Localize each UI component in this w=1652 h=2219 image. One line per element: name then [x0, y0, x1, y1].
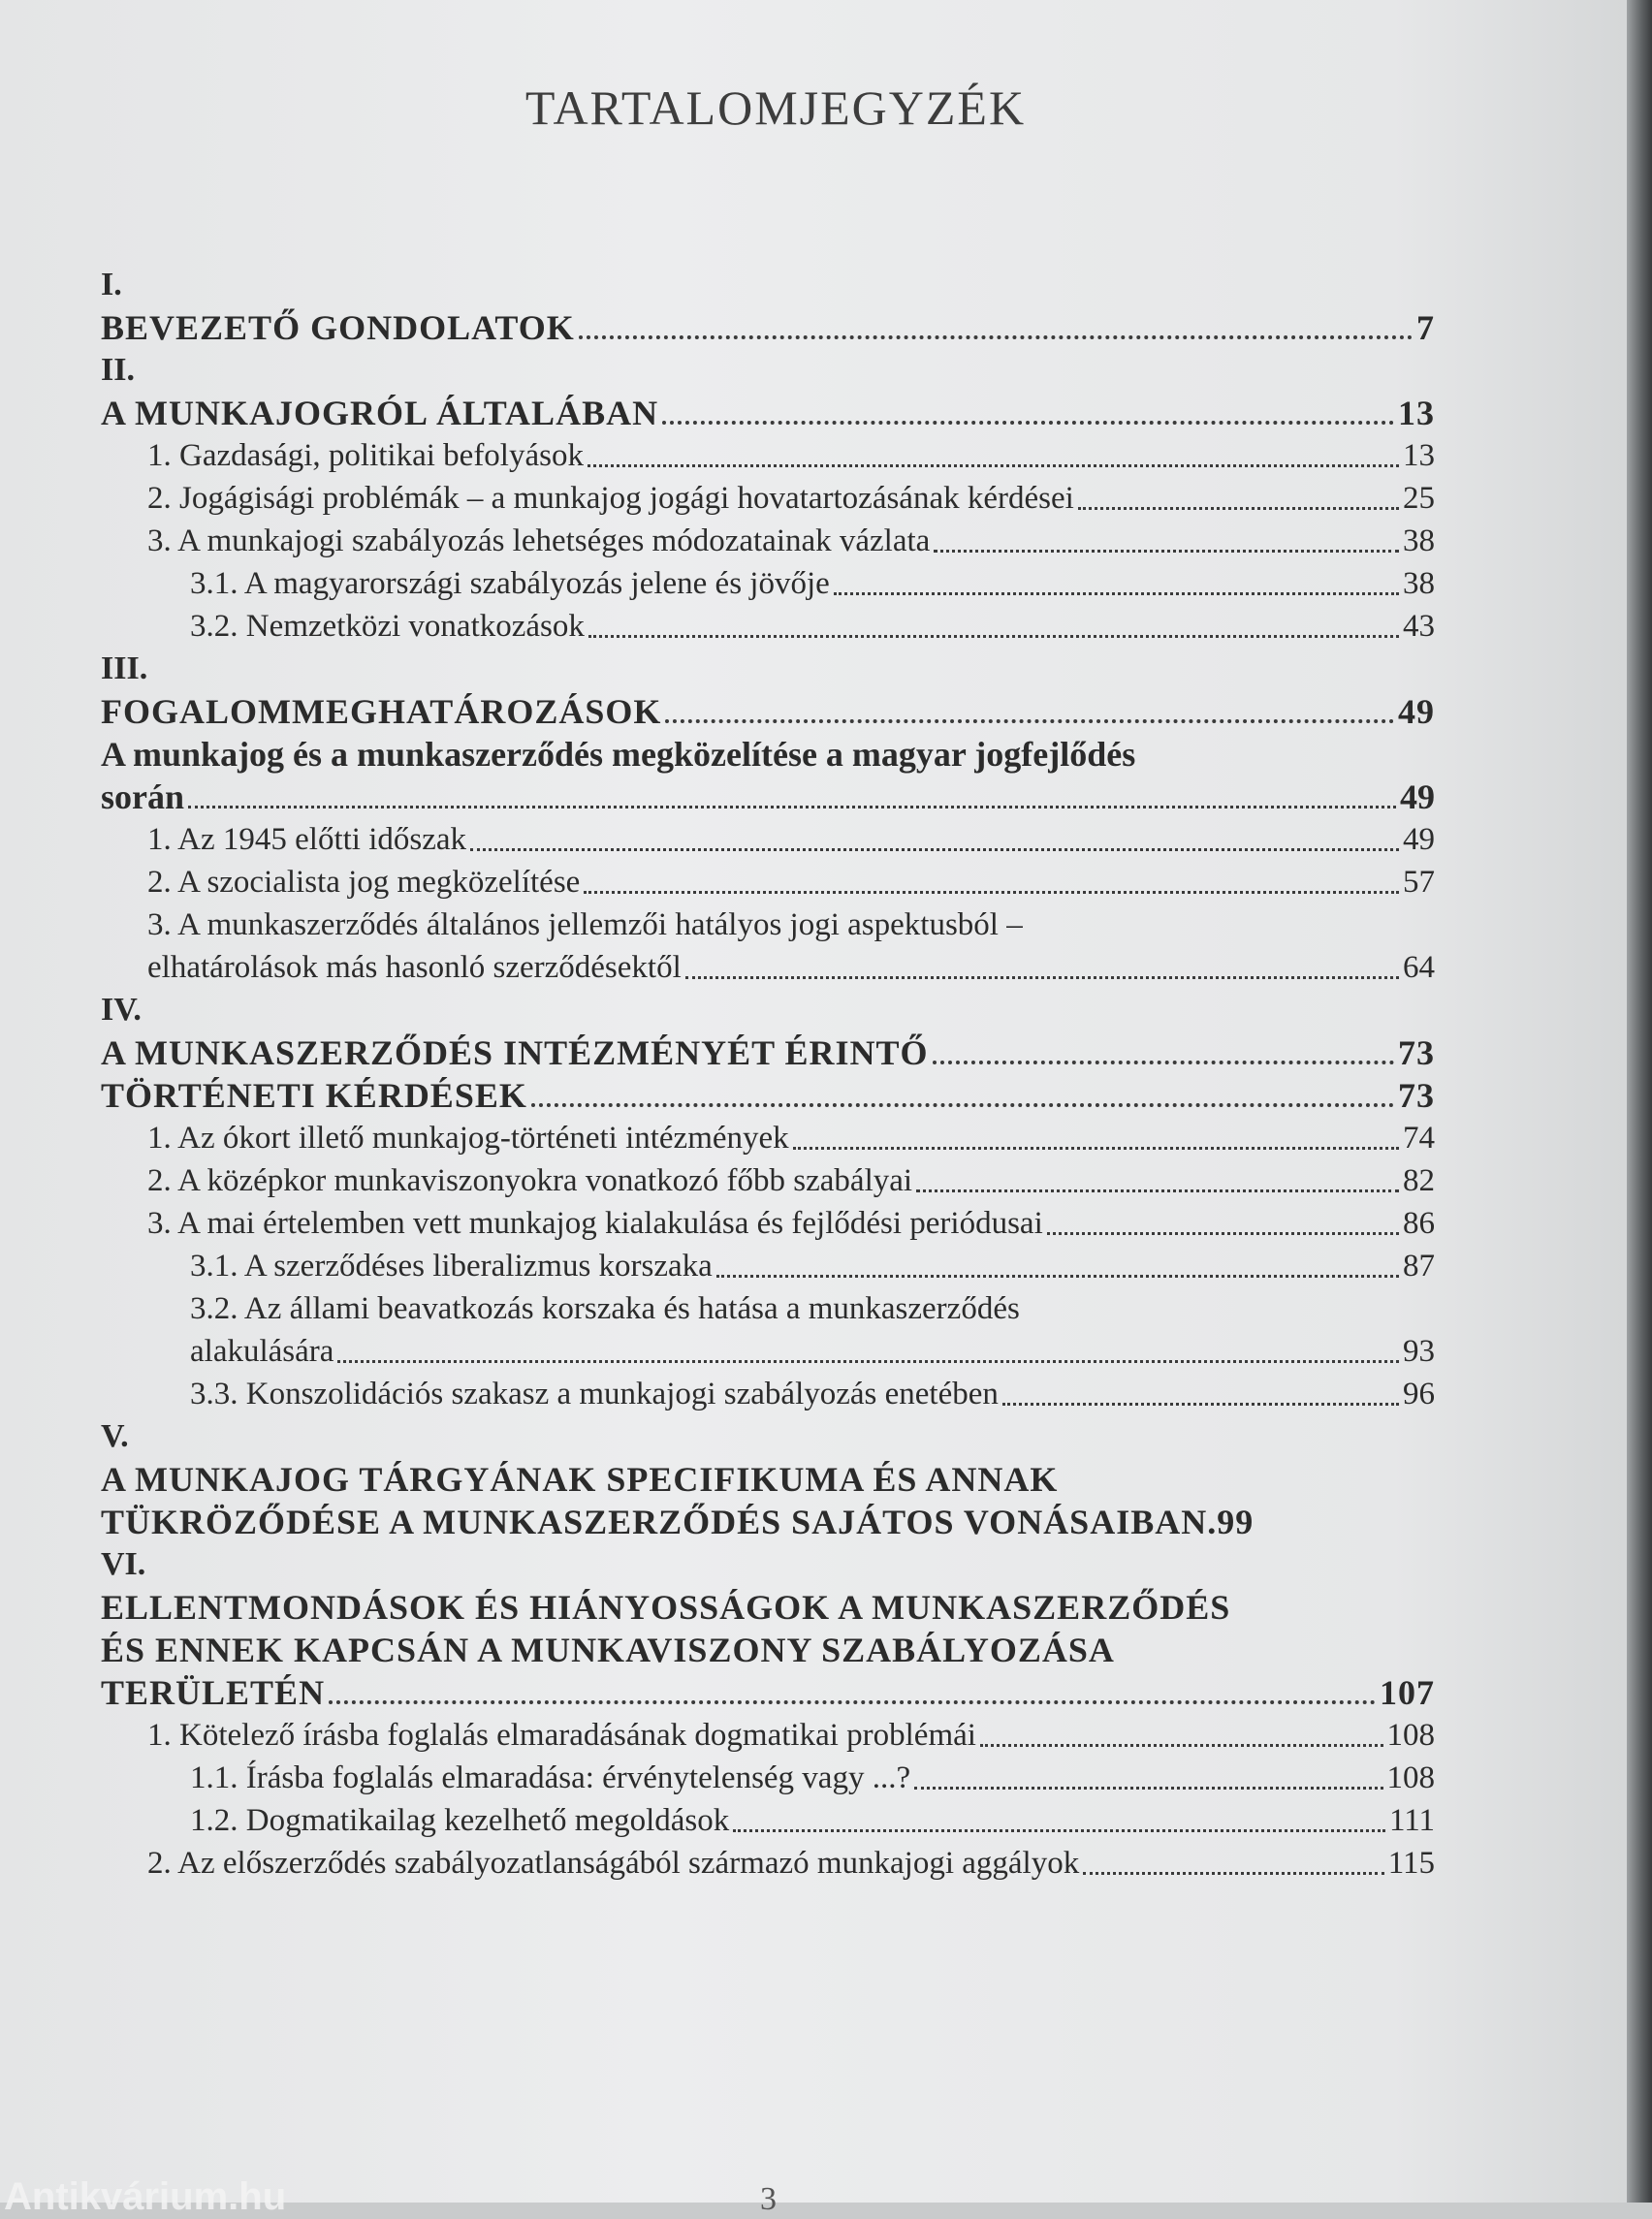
dot-leader [188, 806, 1396, 808]
dot-leader [337, 1360, 1399, 1363]
dot-leader [1047, 1232, 1399, 1235]
dot-leader [531, 1103, 1394, 1107]
toc-entry-line: TÜKRÖZŐDÉSE A MUNKASZERZŐDÉS SAJÁTOS VONÁSAIBAN.99 [101, 1503, 1255, 1541]
toc-page-number: 73 [1398, 1033, 1435, 1072]
dot-leader [685, 976, 1399, 979]
toc-entry [101, 392, 1435, 434]
chapter-number: I. [101, 267, 122, 302]
toc-page-number: 73 [1398, 1076, 1435, 1115]
toc-entry-line: ÉS ENNEK KAPCSÁN A MUNKAVISZONY SZABÁLYOZÁSA [101, 1631, 1115, 1669]
toc-entry [101, 306, 1435, 349]
toc-entry [101, 861, 1435, 903]
toc-entry-title: 2. A középkor munkaviszonyokra vonatkozó főbb szabályai [147, 1163, 913, 1198]
toc-entry [101, 776, 1435, 818]
toc-page-number: 13 [1398, 394, 1435, 432]
page-number: 3 [760, 2181, 777, 2217]
toc-entry [101, 1714, 1435, 1757]
toc-page-number: 49 [1400, 777, 1435, 816]
toc-entry [101, 605, 1435, 648]
dot-leader [662, 421, 1394, 425]
toc-entry [101, 818, 1435, 861]
toc-page-number: 7 [1416, 308, 1435, 347]
dot-leader [793, 1147, 1399, 1150]
toc-entry [101, 434, 1435, 477]
dot-leader [980, 1744, 1383, 1747]
toc-page-number: 25 [1403, 481, 1435, 516]
toc-entry-title: 3.2. Nemzetközi vonatkozások [190, 609, 585, 644]
toc-page-number: 115 [1387, 1846, 1435, 1881]
dot-leader [329, 1700, 1376, 1704]
chapter-number: IV. [101, 992, 142, 1028]
toc-page-number: 49 [1403, 822, 1435, 857]
toc-page-number: 82 [1403, 1163, 1435, 1198]
dot-leader [716, 1275, 1399, 1278]
toc-entry-title: 1.1. Írásba foglalás elmaradása: érvénytelenség vagy ...? [190, 1760, 911, 1795]
toc-entry-title: 3.1. A szerződéses liberalizmus korszaka [190, 1249, 713, 1284]
toc-page-number: 93 [1403, 1334, 1435, 1369]
toc-entry-title: 1. Az ókort illető munkajog-történeti intézmények [147, 1121, 789, 1156]
toc-entry-title: során [101, 777, 185, 816]
toc-entry-line: A MUNKAJOG TÁRGYÁNAK SPECIFIKUMA ÉS ANNAK [101, 1460, 1059, 1499]
dot-leader [579, 335, 1413, 339]
toc-entry-title: 3. A mai értelemben vett munkajog kialakulása és fejlődési periódusai [147, 1206, 1043, 1241]
toc-entry-title: 3.3. Konszolidációs szakasz a munkajogi szabályozás enetében [190, 1377, 999, 1411]
toc-page-number: 43 [1403, 609, 1435, 644]
toc-entry-line: ELLENTMONDÁSOK ÉS HIÁNYOSSÁGOK A MUNKASZERZŐDÉS [101, 1588, 1231, 1627]
toc-entry-title: 2. Az előszerződés szabályozatlanságából származó munkajogi aggályok [147, 1846, 1080, 1881]
toc-entry-title: 1. Kötelező írásba foglalás elmaradásának dogmatikai problémái [147, 1718, 976, 1753]
toc-entry-title: 2. Jogágisági problémák – a munkajog jogági hovatartozásának kérdései [147, 481, 1074, 516]
toc-entry-line: A munkajog és a munkaszerződés megközelítése a magyar jogfejlődés [101, 735, 1136, 774]
toc-entry [101, 562, 1435, 605]
toc-entry-title: 3.1. A magyarországi szabályozás jelene és jövője [190, 566, 830, 601]
dot-leader [1078, 507, 1399, 510]
dot-leader [584, 891, 1399, 894]
toc-page-number: 86 [1403, 1206, 1435, 1241]
chapter-number: II. [101, 352, 135, 388]
toc-page-number: 64 [1403, 950, 1435, 985]
toc-entry-title: alakulására [190, 1334, 334, 1369]
toc-page-number: 57 [1403, 865, 1435, 900]
dot-leader [916, 1189, 1399, 1192]
toc-entry-title: A MUNKAJOGRÓL ÁLTALÁBAN [101, 394, 659, 432]
toc-page-number: 13 [1403, 438, 1435, 473]
toc-entry [101, 1245, 1435, 1287]
toc-entry-title: 1. Az 1945 előtti időszak [147, 822, 467, 857]
toc-page-number: 96 [1403, 1377, 1435, 1411]
dot-leader [733, 1829, 1385, 1832]
toc-entry-title: TÖRTÉNETI KÉRDÉSEK [101, 1076, 527, 1115]
toc-page-number: 107 [1380, 1673, 1435, 1712]
dot-leader [1002, 1403, 1399, 1406]
toc-entry [101, 946, 1435, 989]
dot-leader [914, 1787, 1382, 1790]
chapter-number: V. [101, 1418, 129, 1454]
toc-entry-title: A MUNKASZERZŐDÉS INTÉZMÉNYÉT ÉRINTŐ [101, 1033, 929, 1072]
dot-leader [470, 848, 1399, 851]
watermark: Antikvárium.hu [4, 2175, 287, 2218]
toc-page-number: 49 [1398, 692, 1435, 731]
toc-entry [101, 1031, 1435, 1074]
toc-page-number: 38 [1403, 523, 1435, 558]
toc-entry [101, 1671, 1435, 1714]
dot-leader [588, 635, 1399, 638]
toc-entry-title: 2. A szocialista jog megközelítése [147, 865, 581, 900]
dot-leader [834, 592, 1399, 595]
dot-leader [933, 1061, 1394, 1064]
toc-entry-title: 1.2. Dogmatikailag kezelhető megoldások [190, 1803, 730, 1838]
toc-page-number: 38 [1403, 566, 1435, 601]
dot-leader [934, 550, 1399, 553]
toc-entry [101, 1757, 1435, 1799]
toc-entry-title: TERÜLETÉN [101, 1673, 326, 1712]
table-of-contents [101, 264, 1435, 1885]
toc-entry [101, 1373, 1435, 1415]
toc-page-number: 111 [1388, 1803, 1435, 1838]
toc-entry-title: BEVEZETŐ GONDOLATOK [101, 308, 575, 347]
toc-entry [101, 520, 1435, 562]
chapter-number: III. [101, 650, 148, 686]
toc-entry-line: 3.2. Az állami beavatkozás korszaka és hatása a munkaszerződés [190, 1291, 1020, 1326]
toc-page-number: 87 [1403, 1249, 1435, 1284]
toc-entry-line: 3. A munkaszerződés általános jellemzői hatályos jogi aspektusból – [147, 907, 1023, 942]
toc-entry [101, 477, 1435, 520]
toc-entry-title: 3. A munkajogi szabályozás lehetséges módozatainak vázlata [147, 523, 931, 558]
toc-entry [101, 690, 1435, 733]
toc-entry [101, 1117, 1435, 1159]
toc-page-number: 74 [1403, 1121, 1435, 1156]
dot-leader [588, 464, 1399, 467]
dot-leader [665, 719, 1394, 723]
toc-entry-title: FOGALOMMEGHATÁROZÁSOK [101, 692, 662, 731]
toc-entry [101, 1330, 1435, 1373]
toc-entry [101, 1159, 1435, 1202]
toc-page-number: 108 [1386, 1718, 1435, 1753]
dot-leader [1083, 1872, 1383, 1875]
page-edge [1627, 0, 1652, 2203]
chapter-number: VI. [101, 1546, 146, 1582]
toc-entry [101, 1202, 1435, 1245]
toc-entry [101, 1074, 1435, 1117]
toc-entry [101, 1799, 1435, 1842]
toc-entry [101, 1842, 1435, 1885]
toc-entry-title: 1. Gazdasági, politikai befolyások [147, 438, 584, 473]
page-title: TARTALOMJEGYZÉK [524, 80, 1027, 135]
toc-page-number: 108 [1386, 1760, 1435, 1795]
toc-entry-title: elhatárolások más hasonló szerződésektől [147, 950, 682, 985]
